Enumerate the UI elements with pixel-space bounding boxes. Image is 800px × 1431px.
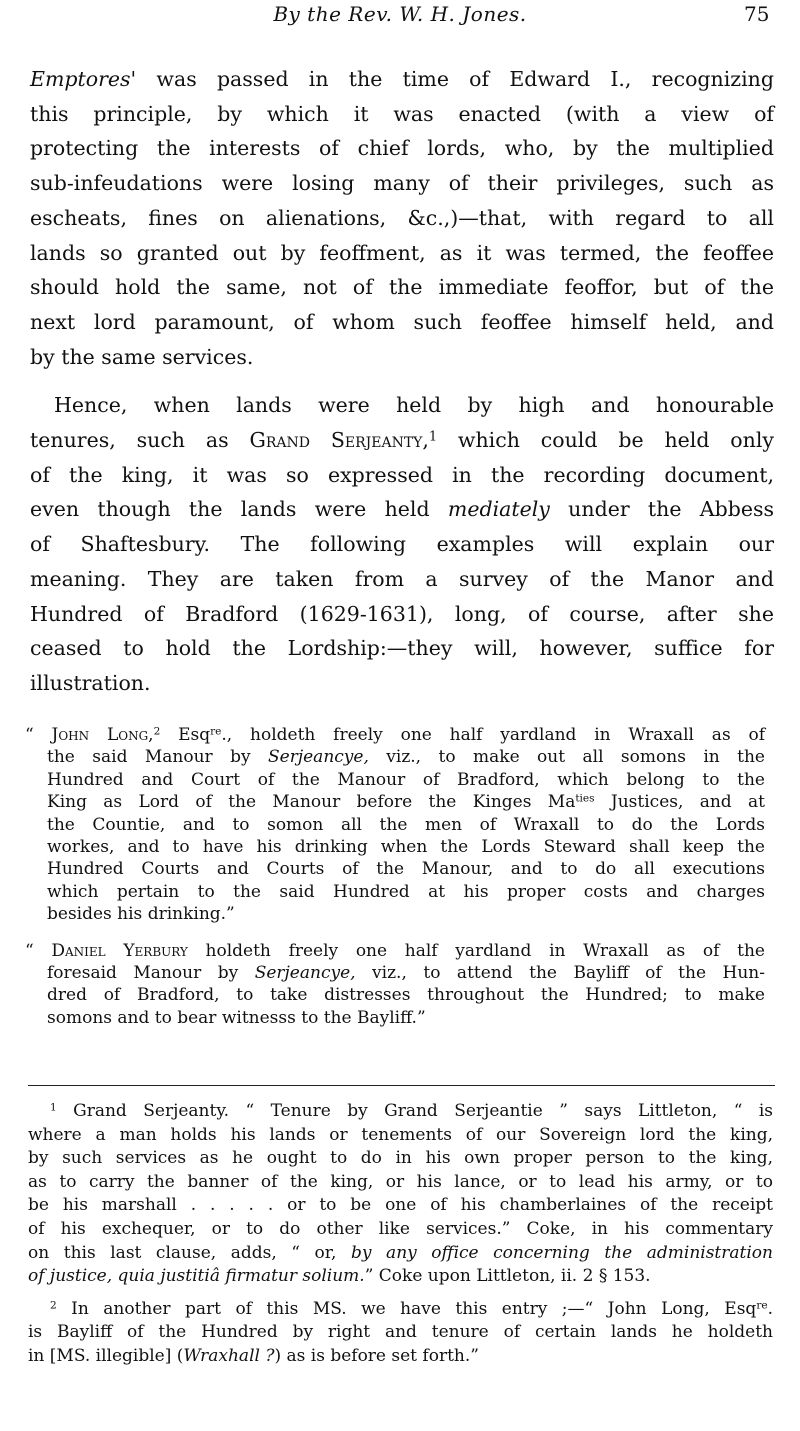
text-run: Grand Serjeanty. “ Tenure by Grand Serjeantie ” says Littleton, “ is [56,1101,773,1121]
text-line [25,962,765,984]
text-run: was passed in the time of Edward I., recognizing [136,67,774,91]
text-run: foresaid Manour by [47,963,255,984]
text-line [28,1298,773,1322]
superscript: re [210,725,222,738]
text-line [30,236,774,271]
text-run: dred of Bradford, to take distresses throughout the Hundred; to make [47,985,765,1006]
text-line [30,97,774,132]
text-run: by such services as he ought to do in his own proper person to the king, [28,1148,773,1169]
page-number: 75 [744,2,770,26]
footnote [28,1100,773,1289]
text-line [25,814,765,836]
text-run: escheats, fines on alienations, &c.,)—that, with regard to all [30,205,774,230]
text-run: of Shaftesbury. The following examples will explain our [30,532,774,557]
text-line [30,597,774,632]
text-line [30,388,774,423]
text-run: holdeth freely one half yardland in Wraxall as of the [187,940,765,961]
italic-text: by any office concerning the administration [351,1242,773,1263]
text-run: the Countie, and to somon all the men of Wraxall to do the Lords [47,814,765,835]
text-run: which could be held only [437,428,774,453]
text-line [30,666,774,701]
text-run: the said Manour by [47,747,269,768]
text-line [25,724,765,746]
italic-text: Serjeancye, [268,747,369,768]
text-run: viz., to make out all somons in the [368,747,765,768]
text-line [30,527,774,562]
text-line [30,305,774,340]
text-run: ceased to hold the Lordship:—they will, however, suffice for [30,636,774,661]
text-run: . [767,1298,773,1319]
text-run: be his marshall . . . . . or to be one of his chamberlaines of the receipt [28,1195,773,1216]
text-run: “ [25,940,52,961]
text-run: on this last clause, adds, “ or, [28,1242,352,1263]
text-line [25,769,765,791]
text-line [30,131,774,166]
text-run: ., holdeth freely one half yardland in Wraxall as of [221,725,766,745]
text-run: tenures, such as [30,428,250,453]
text-line [28,1171,773,1195]
text-run: sub-infeudations were losing many of their privileges, such as [30,171,774,196]
text-run: Esq [160,725,211,745]
italic-text: mediately [447,497,550,522]
text-run: of his exchequer, or to do other like services.” Coke, in his commentary [28,1218,773,1239]
superscript: 2 [50,1299,57,1312]
text-run: Hundred of Bradford (1629-1631), long, of course, after she [30,601,774,626]
text-run: In another part of this MS. we have this entry ;—“ John Long, Esq [56,1298,757,1319]
text-line [25,1007,765,1029]
text-run: illustration. [30,670,151,695]
text-run: even though the lands were held [30,497,448,522]
text-line [30,166,774,201]
text-run: by the same services. [30,344,254,369]
text-run: Justices, and at [594,792,765,813]
text-line [28,1124,773,1148]
text-line [30,562,774,597]
text-line [28,1194,773,1218]
paragraph [30,62,774,374]
text-line [30,631,774,666]
italic-text: Wraxhall ? [183,1345,275,1366]
small-caps-text: Daniel Yerbury [51,940,188,961]
text-run: is Bayliff of the Hundred by right and tenure of certain lands he holdeth [28,1322,773,1343]
text-run: Hundred Courts and Courts of the Manour, and to do all executions [47,859,765,880]
text-line [28,1218,773,1242]
text-run: “ [25,725,52,745]
text-line [25,791,765,813]
text-run: viz., to attend the Bayliff of the Hun- [355,963,765,984]
text-run: next lord paramount, of whom such feoffee himself held, and [30,309,774,334]
text-line [30,458,774,493]
text-run: ) as is before set forth.” [274,1345,479,1366]
text-run: should hold the same, not of the immediate feoffor, but of the [30,275,774,300]
main-text [30,62,774,701]
text-run: in [MS. illegible] ( [28,1345,184,1366]
text-line [25,940,765,962]
text-line [25,881,765,903]
small-caps-text: Grand Serjeanty, [249,428,429,453]
footnote-divider [28,1085,775,1086]
text-run: protecting the interests of chief lords, who, by the multiplied [30,136,774,161]
text-line [25,746,765,768]
text-run: under the Abbess [549,497,775,522]
text-run: Hence, when lands were held by high and honourable [54,393,774,418]
superscript: re [756,1299,768,1312]
text-line [25,984,765,1006]
text-run: workes, and to have his drinking when the Lords Steward shall keep the [47,837,765,858]
text-run: lands so granted out by feoffment, as it was termed, the feoffee [30,240,774,265]
text-line [28,1100,773,1124]
footnotes [28,1100,773,1369]
text-line [28,1265,773,1289]
text-run: ” Coke upon Littleton, ii. 2 § 153. [364,1266,651,1287]
text-line [30,340,774,375]
text-line [28,1345,773,1369]
text-line [30,201,774,236]
quotation [25,940,765,1030]
text-line [25,836,765,858]
text-run: which pertain to the said Hundred at his proper costs and charges [47,881,765,902]
text-line [30,492,774,527]
survey-quotations [25,724,765,1029]
text-run: of the king, it was so expressed in the recording document, [30,462,774,487]
text-line [28,1242,773,1266]
text-line [28,1321,773,1345]
text-run: besides his drinking.” [47,904,235,925]
superscript: ties [575,792,595,805]
text-line [25,903,765,925]
text-line [28,1147,773,1171]
superscript: 1 [428,428,438,444]
text-line [30,270,774,305]
text-line [25,858,765,880]
text-run: this principle, by which it was enacted (with a view of [30,101,774,126]
text-run: meaning. They are taken from a survey of the Manor and [30,566,774,591]
text-run: somons and to bear witnesss to the Bayliff.” [47,1007,426,1028]
small-caps-text: John Long, [51,725,154,745]
text-run: where a man holds his lands or tenements of our Sovereign lord the king, [28,1124,773,1145]
superscript: 2 [153,725,161,738]
text-line [30,62,774,97]
text-line [30,423,774,458]
quotation [25,724,765,926]
text-run: Hundred and Court of the Manour of Bradford, which belong to the [47,769,765,790]
footnote [28,1298,773,1369]
superscript: 1 [50,1101,57,1114]
text-run: as to carry the banner of the king, or his lance, or to lead his army, or to [28,1171,773,1192]
italic-text: Serjeancye, [254,963,356,984]
running-header: By the Rev. W. H. Jones. [273,2,527,26]
paragraph [30,388,774,700]
italic-text: of justice, quia justitiâ firmatur solium. [28,1266,365,1287]
text-run: King as Lord of the Manour before the Kinges Ma [47,792,576,813]
italic-text: Emptores' [30,67,137,91]
